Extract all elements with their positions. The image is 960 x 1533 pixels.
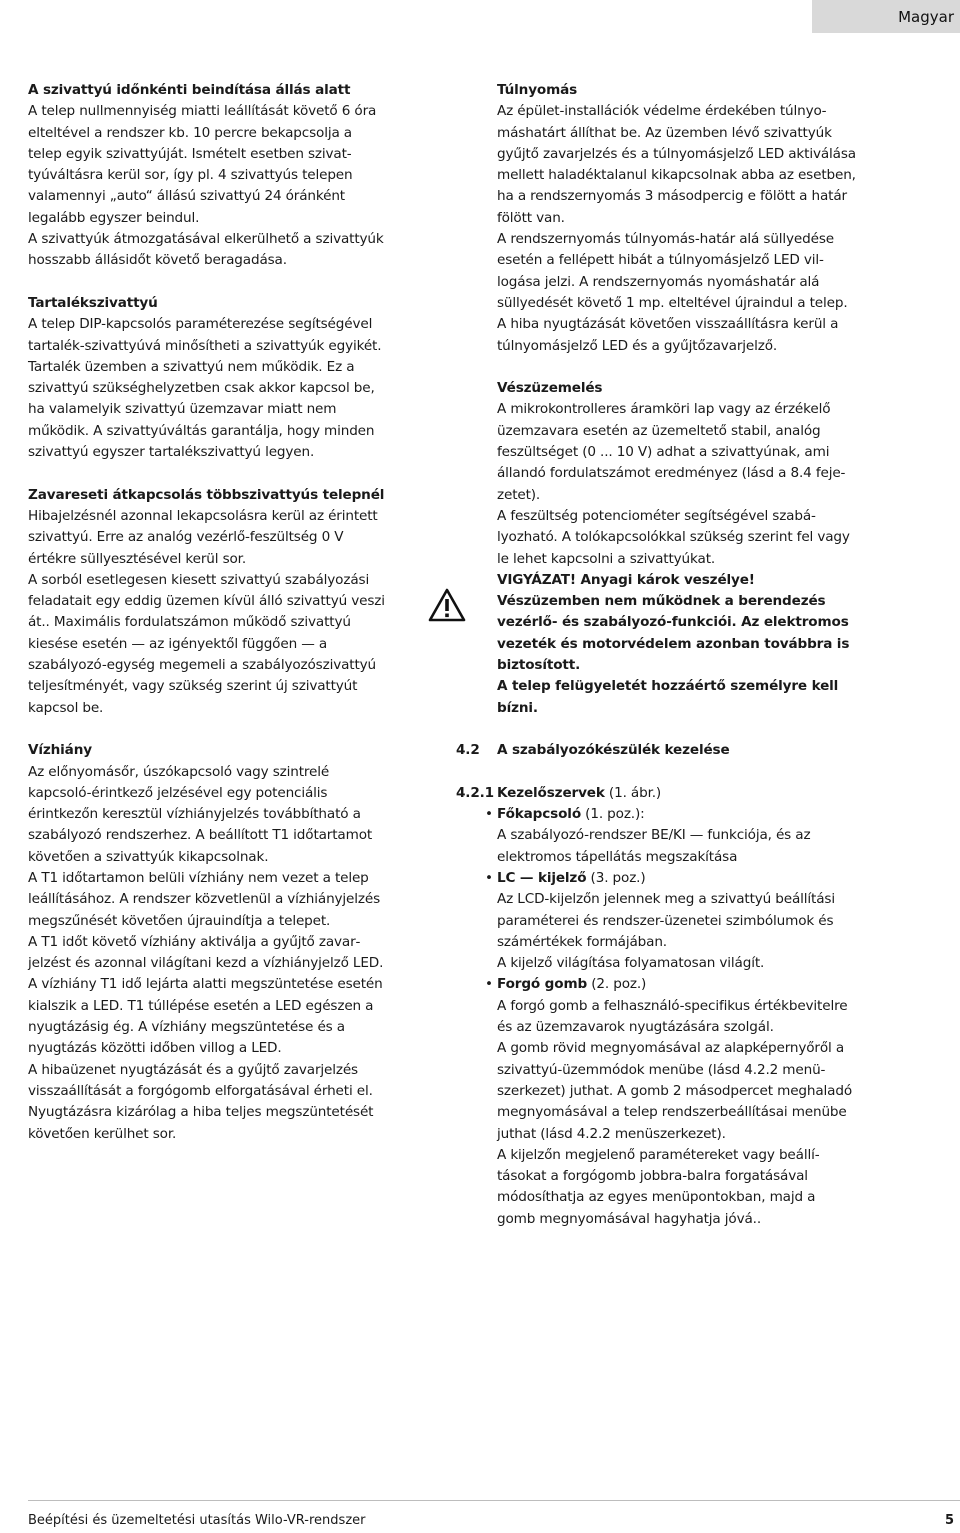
- paragraph: Az előnyomásőr, úszókapcsoló vagy szintrelé kapcsoló-érintkező jelzésével egy potenciális érintkezőn keresztül vízhiányjelzés továbbítható a szabályozó rendszerhez. A beállított T1 időtartamot követően a szivattyúk kikapcsolnak.: [28, 763, 373, 865]
- paragraph: A telep nullmennyiség miatti leállítását követő 6 óra elteltével a rendszer kb. 10 percre bekapcsolja a telep egyik szivattyúját. Ismételt esetben szivattyúváltásra kerül sor, így pl. 4 szivattyús telepen valamennyi „auto“ állású szivattyú 24 óránként legalább egyszer beindul.: [28, 103, 377, 226]
- list-item-title: LC — kijelző: [497, 869, 587, 886]
- paragraph: A kijelző világítása folyamatosan világít.: [497, 955, 765, 972]
- paragraph: Hibajelzésnél azonnal lekapcsolásra kerül az érintett szivattyú. Erre az analóg vezérlő-feszültség 0 V értékre süllyesztésével kerül sor.: [28, 507, 378, 567]
- heading-title: A szabályozókészülék kezelése: [497, 742, 730, 759]
- heading-suffix: (1. ábr.): [604, 784, 662, 801]
- paragraph: A telep DIP-kapcsolós paraméterezése segítségével tartalék-szivattyúvá minősítheti a szivattyúk egyikét. Tartalék üzemben a szivattyú nem működik. Ez a szivattyú szükséghelyzetben csak akkor kapcsol be, ha valamelyik szivattyú üzemzavar miatt nem működik. A szivattyúváltás garantálja, hogy minden szivattyú egyszer tartalékszivattyú legyen.: [28, 316, 382, 461]
- paragraph: A hibaüzenet nyugtázását és a gyűjtő zavarjelzés visszaállítását a forgógomb elforgatásával érheti el. Nyugtázásra kizárólag a hiba teljes megszüntetését követően kerülhet sor.: [28, 1061, 374, 1142]
- list-item-suffix: (1. poz.):: [581, 806, 645, 823]
- paragraph: A sorból esetlegesen kiesett szivattyú szabályozási feladatait egy eddig üzemen kívül álló szivattyú veszi át.. Maximális fordulatszámon működő szivattyú kiesése esetén — az igényektől függően — a szabályozó-egység megemeli a szabályozószivattyú teljesítményét, vagy szükség szerint új szivattyút kapcsol be.: [28, 571, 385, 716]
- paragraph: Az épület-installációk védelme érdekében túlnyomáshatárt állíthat be. Az üzemben lévő szivattyúk gyűjtő zavarjelzés és a túlnyomásjelző LED aktiválása mellett haladéktalanul kikapcsolnak abba az esetben, ha a rendszernyomás 3 másodpercig e fölött a határ fölött van.: [497, 103, 856, 226]
- paragraph: A T1 időt követő vízhiány aktiválja a gyűjtő zavarjelzést és azonnal világítani kezd a vízhiányjelző LED. A vízhiány T1 idő lejárta alatti megszüntetése esetén kialszik a LED. T1 túllépése esetén a LED egészen a nyugtázásig ég. A vízhiány megszüntetése és a nyugtázás közötti időben villog a LED.: [28, 933, 384, 1057]
- section-title-overpressure: Túlnyomás: [497, 82, 578, 98]
- heading-4-2: [456, 740, 857, 761]
- heading-4-2-1: [456, 783, 857, 804]
- paragraph: A hiba nyugtázását követően visszaállításra kerül a túlnyomásjelző LED és a gyűjtőzavarjelző.: [497, 316, 839, 354]
- section-title-fault-switchover: Zavareseti átkapcsolás többszivattyús telepnél: [28, 486, 385, 503]
- right-column: [456, 80, 857, 1230]
- paragraph: A rendszernyomás túlnyomás-határ alá süllyedése esetén a fellépett hibát a túlnyomásjelző LED villogása jelzi. A rendszernyomás nyomáshatár alá süllyedését követő 1 mp. elteltével újraindul a telep.: [497, 231, 848, 311]
- bullet: •: [485, 869, 493, 886]
- warning-text: Vészüzemben nem működnek a berendezés vezérlő- és szabályozó-funkciói. Az elektromos vezeték és motorvédelem azonban továbbra is biztosított.: [497, 593, 850, 674]
- list-item-suffix: (2. poz.): [587, 976, 647, 993]
- list-item-title: Főkapcsoló: [497, 806, 582, 823]
- list-item-main-switch: [485, 804, 857, 825]
- paragraph: A mikrokontrolleres áramköri lap vagy az érzékelő üzemzavara esetén az üzemeltető stabil, analóg feszültséget (0 ... 10 V) adhat a szivattyúnak, ami állandó fordulatszámot eredményez (lásd a 8.4 fejezetet).: [497, 401, 846, 503]
- paragraph: A feszültség potenciométer segítségével szabályozható. A tolókapcsolókkal szükség szerint fel vagy le lehet kapcsolni a szivattyúkat.: [497, 507, 850, 567]
- left-column: [28, 80, 388, 1145]
- warning-title: VIGYÁZAT! Anyagi károk veszélye!: [497, 571, 755, 588]
- bullet: •: [485, 806, 493, 823]
- list-item-title: Forgó gomb: [497, 976, 588, 993]
- language-tab: Magyar: [812, 0, 960, 33]
- heading-number: 4.2.1: [456, 784, 494, 801]
- page-number: 5: [944, 1513, 954, 1528]
- heading-number: 4.2: [456, 742, 480, 759]
- list-item-rotary-knob: [485, 974, 857, 995]
- paragraph: A gomb rövid megnyomásával az alapképernyőről a szivattyú-üzemmódok menübe (lásd 4.2.2 menüszerkezet) juthat. A gomb 2 másodpercet meghaladó megnyomásával a telep rendszerbeállításai menübe juthat (lásd 4.2.2 menüszerkezet).: [497, 1040, 852, 1142]
- section-title-pump-periodic-start: A szivattyú időnkénti beindítása állás alatt: [28, 82, 351, 98]
- heading-title: Kezelőszervek: [497, 784, 605, 801]
- paragraph: A forgó gomb a felhasználó-specifikus értékbevitelre és az üzemzavarok nyugtázására szolgál.: [497, 997, 848, 1036]
- paragraph: A szabályozó-rendszer BE/KI — funkciója, és az elektromos tápellátás megszakítása: [497, 827, 811, 865]
- paragraph: A kijelzőn megjelenő paramétereket vagy beállításokat a forgógomb jobbra-balra forgatásával módosíthatja az egyes menüpontokban, majd a gomb megnyomásával hagyhatja jóvá..: [497, 1146, 820, 1227]
- footer-document-title: Beépítési és üzemeltetési utasítás Wilo-VR-rendszer: [28, 1513, 366, 1528]
- section-title-standby-pump: Tartalékszivattyú: [28, 294, 158, 311]
- paragraph: A T1 időtartamon belüli vízhiány nem vezet a telep leállításához. A rendszer közvetlenül a vízhiányjelzés megszűnését követően újrauindítja a telepet.: [28, 869, 381, 929]
- section-title-emergency-operation: Vészüzemelés: [497, 380, 603, 397]
- section-title-water-shortage: Vízhiány: [28, 742, 92, 759]
- warning-note: A telep felügyeletét hozzáértő személyre kell bízni.: [497, 678, 839, 716]
- list-item-suffix: (3. poz.): [586, 869, 646, 886]
- paragraph: A szivattyúk átmozgatásával elkerülhető a szivattyúk hosszabb állásidőt követő beragadása.: [28, 231, 384, 269]
- list-item-lcd: [485, 868, 857, 889]
- paragraph: Az LCD-kijelzőn jelennek meg a szivattyú beállítási paraméterei és rendszer-üzenetei szimbólumok és számértékek formájában.: [497, 891, 835, 950]
- warning-triangle-icon: [428, 588, 466, 622]
- footer-divider: [28, 1500, 960, 1501]
- bullet: •: [485, 976, 493, 993]
